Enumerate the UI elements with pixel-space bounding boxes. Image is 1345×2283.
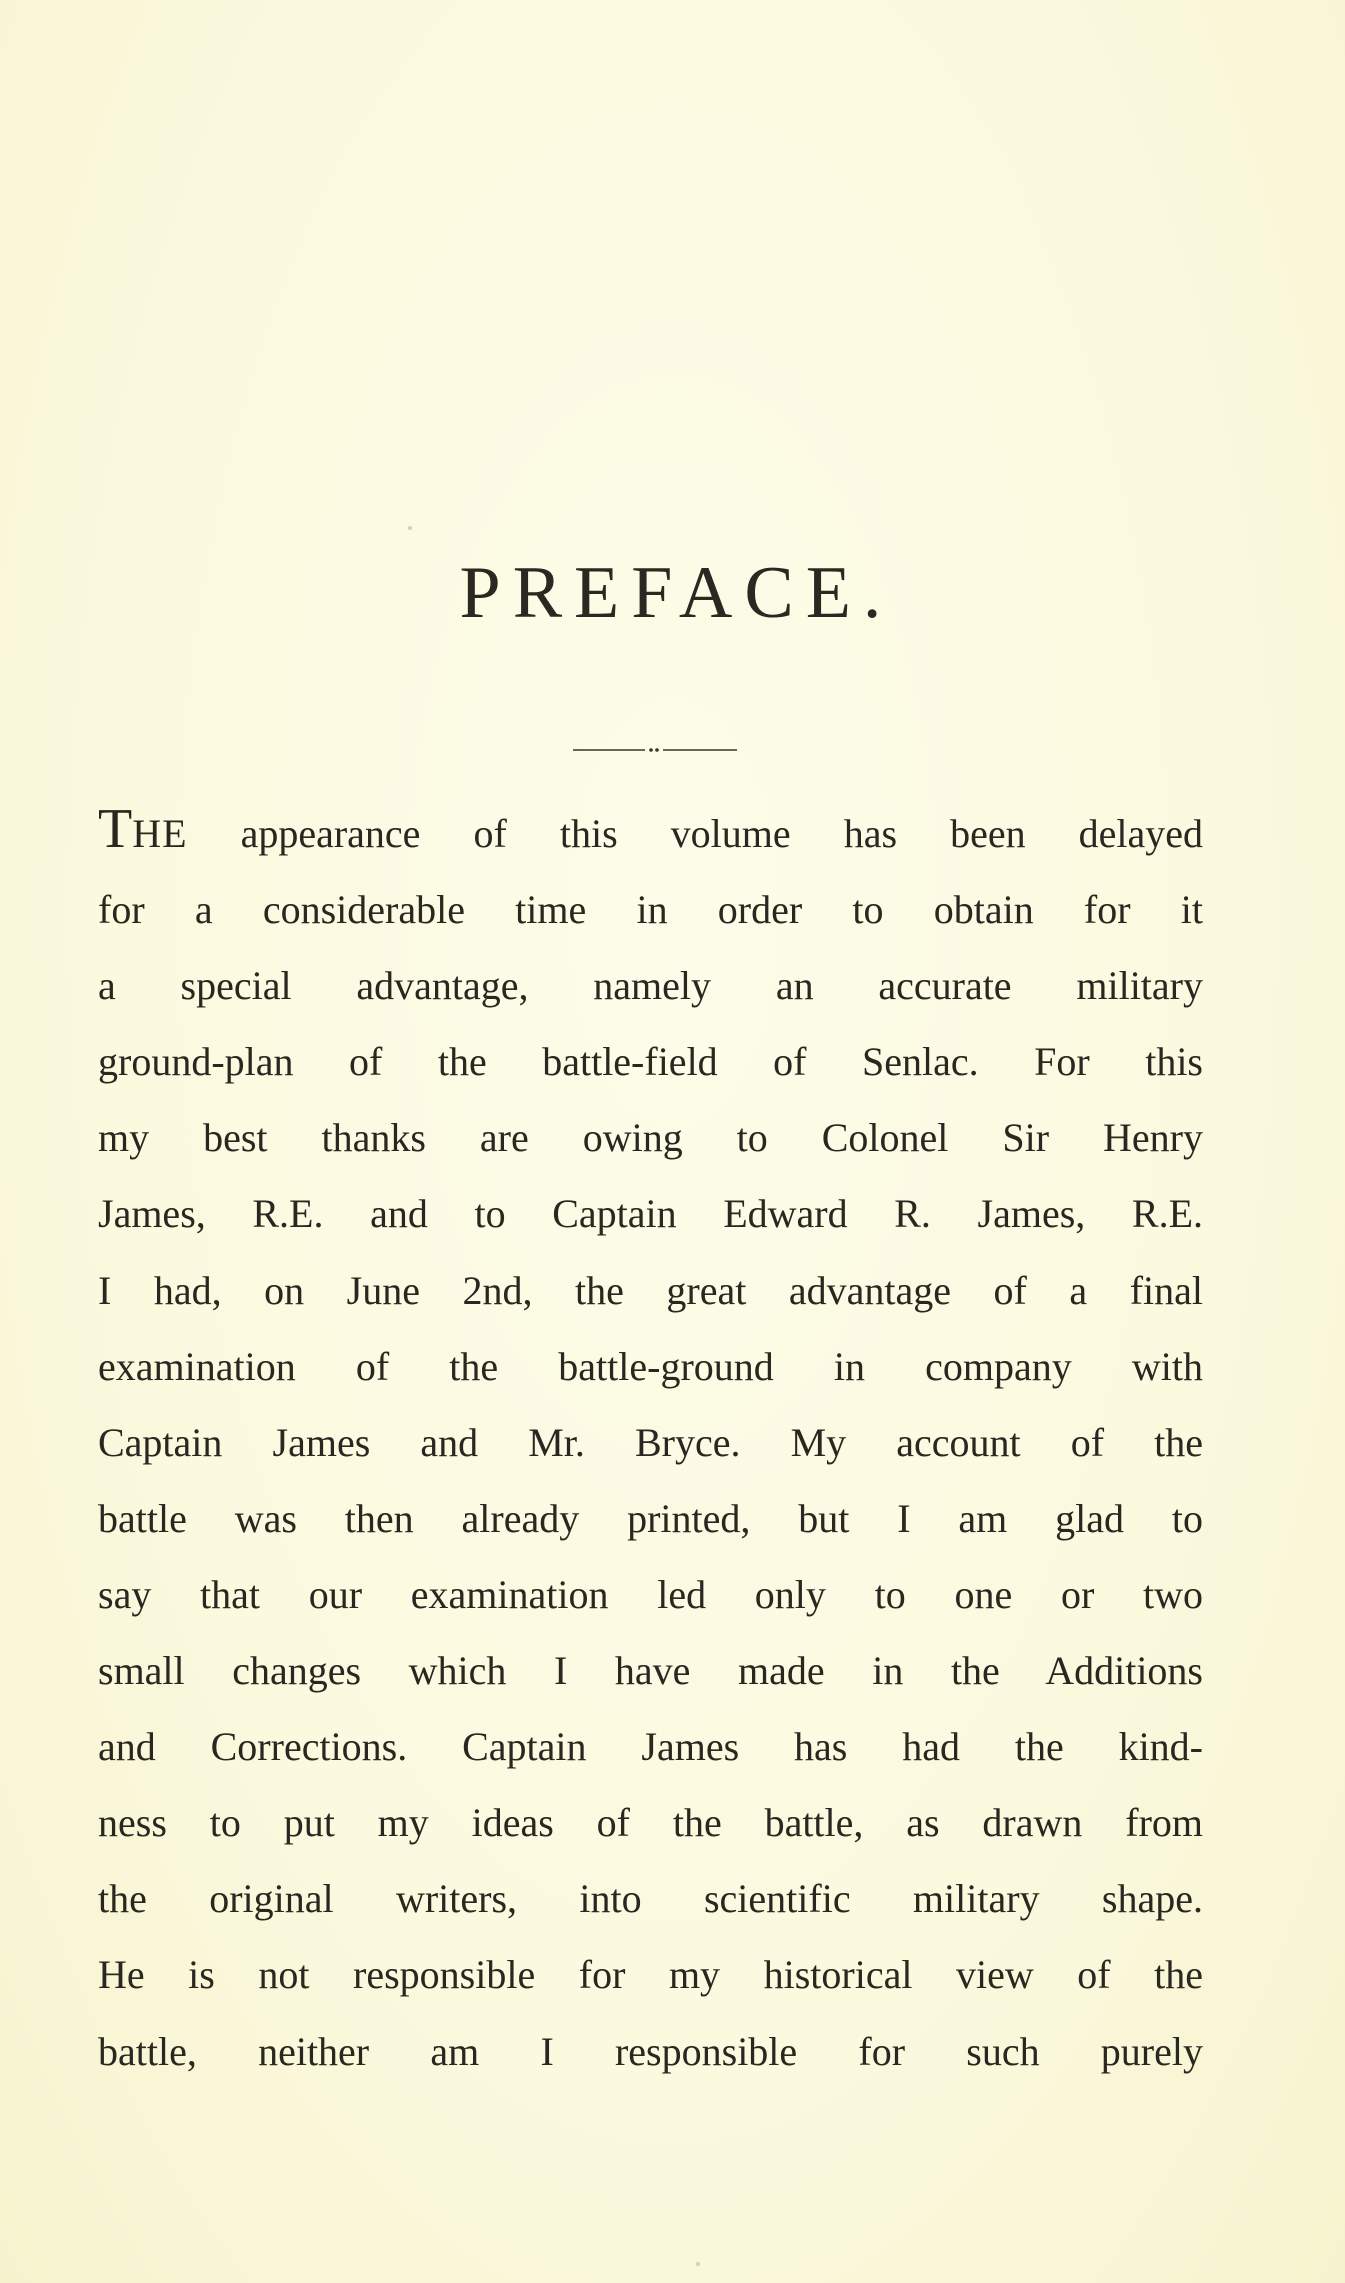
paragraph-line-9: Captain James and Mr. Bryce. My account of the xyxy=(98,1419,1203,1465)
paragraph-line-2: for a considerable time in order to obtain for it xyxy=(98,887,1203,933)
paragraph-line-17: battle, neither am I responsible for such purely xyxy=(98,2028,1203,2074)
paragraph-line-13: and Corrections. Captain James has had the kind- xyxy=(98,1724,1203,1770)
ornamental-rule xyxy=(573,748,737,752)
paragraph-line-10: battle was then already printed, but I am glad to xyxy=(98,1495,1203,1541)
preface-paragraph xyxy=(98,796,1203,2090)
paragraph-line-16: He is not responsible for my historical view of the xyxy=(98,1952,1203,1998)
paragraph-line-15: the original writers, into scientific military shape. xyxy=(98,1876,1203,1922)
paper-speck xyxy=(408,526,412,530)
paragraph-line-1 xyxy=(98,796,1203,872)
paragraph-line-5: my best thanks are owing to Colonel Sir Henry xyxy=(98,1115,1203,1161)
paragraph-line-8: examination of the battle-ground in company with xyxy=(98,1343,1203,1389)
paragraph-line-14: ness to put my ideas of the battle, as drawn from xyxy=(98,1800,1203,1846)
paragraph-line-7: I had, on June 2nd, the great advantage of a final xyxy=(98,1267,1203,1313)
page-title: PREFACE. xyxy=(459,552,894,634)
paragraph-line-11: say that our examination led only to one or two xyxy=(98,1571,1203,1617)
paragraph-line-4: ground-plan of the battle-field of Senlac. For this xyxy=(98,1039,1203,1085)
small-caps-word: HE xyxy=(132,811,188,856)
paragraph-line-6: James, R.E. and to Captain Edward R. James, R.E. xyxy=(98,1191,1203,1237)
line-text: appearance of this volume has been delayed xyxy=(187,811,1203,856)
paragraph-line-12: small changes which I have made in the Additions xyxy=(98,1648,1203,1694)
drop-cap: T xyxy=(98,798,133,860)
paragraph-line-3: a special advantage, namely an accurate military xyxy=(98,963,1203,1009)
paper-speck xyxy=(696,2262,700,2266)
